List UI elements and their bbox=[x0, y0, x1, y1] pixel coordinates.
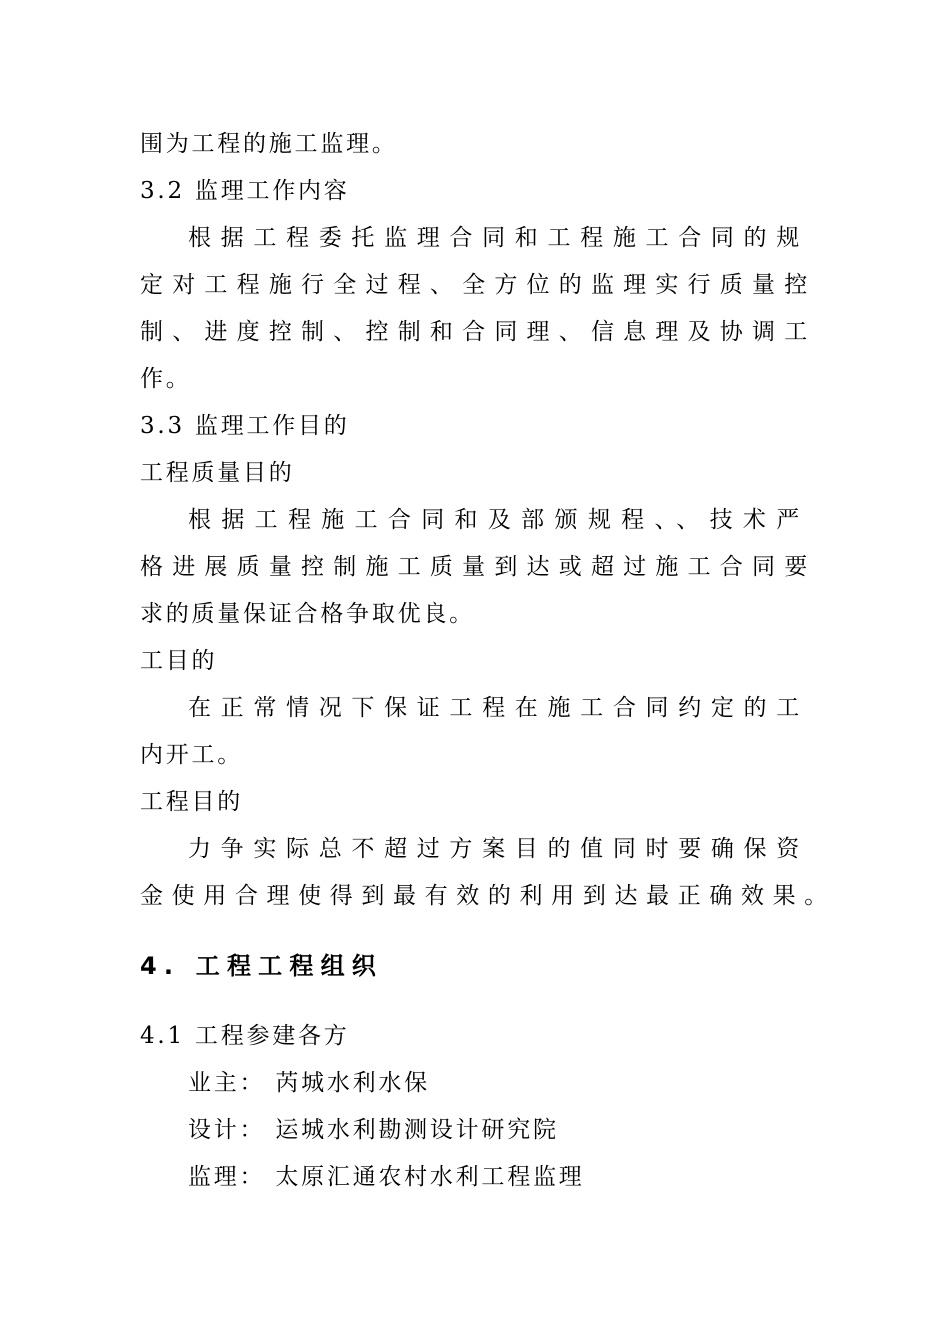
text-line: 围为工程的施工监理。 bbox=[140, 131, 398, 157]
party-design: 设计： 运城水利勘测设计研究院 bbox=[188, 1117, 559, 1143]
paragraph-line: 金使用合理使得到最有效的利用到达最正确效果。 bbox=[140, 883, 830, 909]
party-owner: 业主： 芮城水利水保 bbox=[188, 1070, 430, 1096]
paragraph-line: 作。 bbox=[140, 366, 192, 392]
subheading: 工程质量目的 bbox=[140, 460, 295, 486]
paragraph-line: 内开工。 bbox=[140, 742, 244, 768]
paragraph-line: 求的质量保证合格争取优良。 bbox=[140, 601, 475, 627]
subheading: 工目的 bbox=[140, 648, 218, 674]
chapter-heading-4: 4. 工程工程组织 bbox=[140, 952, 383, 980]
paragraph-line: 格进展质量控制施工质量到达或超过施工合同要 bbox=[140, 554, 810, 580]
paragraph-line: 在正常情况下保证工程在施工合同约定的工 bbox=[188, 695, 802, 721]
paragraph-line: 定对工程施行全过程、全方位的监理实行质量控 bbox=[140, 272, 810, 298]
section-heading-3-3: 3.3 监理工作目的 bbox=[140, 413, 350, 439]
section-heading-4-1: 4.1 工程参建各方 bbox=[140, 1023, 350, 1049]
paragraph-line: 力争实际总不超过方案目的值同时要确保资 bbox=[188, 836, 802, 862]
paragraph-line: 根据工程施工合同和及部颁规程、、技术严 bbox=[188, 507, 802, 533]
party-supervision: 监理： 太原汇通农村水利工程监理 bbox=[188, 1164, 585, 1190]
paragraph-line: 根据工程委托监理合同和工程施工合同的规 bbox=[188, 225, 802, 251]
paragraph-line: 制、进度控制、控制和合同理、信息理及协调工 bbox=[140, 319, 810, 345]
section-heading-3-2: 3.2 监理工作内容 bbox=[140, 178, 350, 204]
subheading: 工程目的 bbox=[140, 789, 244, 815]
